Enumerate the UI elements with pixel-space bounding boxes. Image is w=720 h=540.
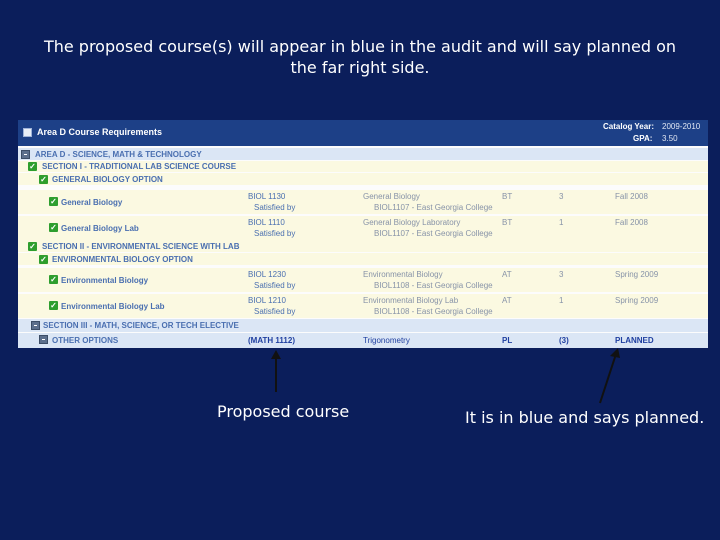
credits: 1 [559, 218, 564, 227]
degree-audit-panel [18, 120, 708, 348]
course-title: Environmental Biology Lab [363, 296, 459, 305]
grade: BT [502, 218, 513, 227]
area-row[interactable] [18, 148, 708, 160]
satisfied-by-label: Satisfied by [254, 281, 296, 290]
course-name: General Biology Lab [61, 224, 139, 233]
planned-row[interactable] [18, 333, 708, 348]
satisfied-course: BIOL1108 - East Georgia College [374, 281, 493, 290]
option-row[interactable] [18, 253, 708, 265]
collapse-minus-icon[interactable] [39, 335, 48, 344]
term: Spring 2009 [615, 296, 659, 305]
course-name: General Biology [61, 198, 123, 207]
collapse-minus-icon[interactable] [31, 321, 40, 330]
catalog-year-value: 2009-2010 [662, 122, 701, 131]
caption-line-2: the far right side. [290, 58, 430, 77]
planned-grade: PL [502, 336, 513, 345]
grade: AT [502, 296, 512, 305]
section-row[interactable] [18, 319, 708, 332]
audit-header [18, 120, 708, 146]
check-icon: ✓ [40, 255, 47, 264]
term: Fall 2008 [615, 192, 648, 201]
satisfied-course: BIOL1108 - East Georgia College [374, 307, 493, 316]
instruction-caption [20, 36, 700, 78]
caption-line-1: The proposed course(s) will appear in blue in the audit and will say planned on [43, 37, 677, 56]
gpa-value: 3.50 [662, 134, 678, 143]
course-title: General Biology [363, 192, 420, 201]
option-1-label: GENERAL BIOLOGY OPTION [52, 175, 163, 184]
check-icon: ✓ [29, 242, 36, 251]
course-title: General Biology Laboratory [363, 218, 461, 227]
other-options-label: OTHER OPTIONS [52, 336, 119, 345]
check-icon: ✓ [50, 223, 57, 232]
section-1-label: SECTION I - TRADITIONAL LAB SCIENCE COURSE [42, 162, 237, 171]
collapse-icon[interactable] [23, 128, 32, 137]
check-icon: ✓ [50, 197, 57, 206]
satisfied-by-label: Satisfied by [254, 203, 296, 212]
course-row[interactable] [18, 294, 708, 318]
collapse-minus-icon[interactable] [21, 150, 30, 159]
check-icon: ✓ [50, 301, 57, 310]
course-name: Environmental Biology [61, 276, 149, 285]
credits: 3 [559, 192, 564, 201]
planned-credits: (3) [559, 336, 569, 345]
check-icon: ✓ [50, 275, 57, 284]
planned-course-code: (MATH 1112) [248, 336, 295, 345]
course-row[interactable] [18, 268, 708, 292]
section-row[interactable] [18, 161, 708, 172]
satisfied-by-label: Satisfied by [254, 307, 296, 316]
term: Fall 2008 [615, 218, 648, 227]
course-code: BIOL 1210 [248, 296, 286, 305]
satisfied-by-label: Satisfied by [254, 229, 296, 238]
grade: AT [502, 270, 512, 279]
audit-title: Area D Course Requirements [37, 127, 163, 137]
course-code: BIOL 1110 [248, 218, 285, 227]
diagonal-arrow-icon [596, 348, 622, 404]
check-icon: ✓ [29, 162, 36, 171]
course-code: BIOL 1130 [248, 192, 286, 201]
section-3-label: SECTION III - MATH, SCIENCE, OR TECH ELECTIVE [43, 321, 239, 330]
satisfied-course: BIOL1107 - East Georgia College [374, 203, 493, 212]
planned-course-title: Trigonometry [363, 336, 410, 345]
planned-annotation: It is in blue and says planned. [465, 408, 705, 427]
check-icon: ✓ [40, 175, 47, 184]
course-title: Environmental Biology [363, 270, 443, 279]
satisfied-course: BIOL1107 - East Georgia College [374, 229, 493, 238]
proposed-course-annotation: Proposed course [217, 402, 350, 421]
grade: BT [502, 192, 513, 201]
course-name: Environmental Biology Lab [61, 302, 165, 311]
course-row[interactable] [18, 190, 708, 214]
planned-status: PLANNED [615, 336, 654, 345]
course-row[interactable] [18, 216, 708, 240]
section-row[interactable] [18, 240, 708, 252]
credits: 3 [559, 270, 564, 279]
option-2-label: ENVIRONMENTAL BIOLOGY OPTION [52, 255, 193, 264]
up-arrow-icon [268, 350, 284, 394]
area-label: AREA D - SCIENCE, MATH & TECHNOLOGY [35, 150, 202, 159]
term: Spring 2009 [615, 270, 659, 279]
course-code: BIOL 1230 [248, 270, 286, 279]
credits: 1 [559, 296, 564, 305]
gpa-label: GPA: [633, 134, 653, 143]
section-2-label: SECTION II - ENVIRONMENTAL SCIENCE WITH LAB [42, 242, 240, 251]
catalog-year-label: Catalog Year: [603, 122, 654, 131]
option-row[interactable] [18, 173, 708, 185]
